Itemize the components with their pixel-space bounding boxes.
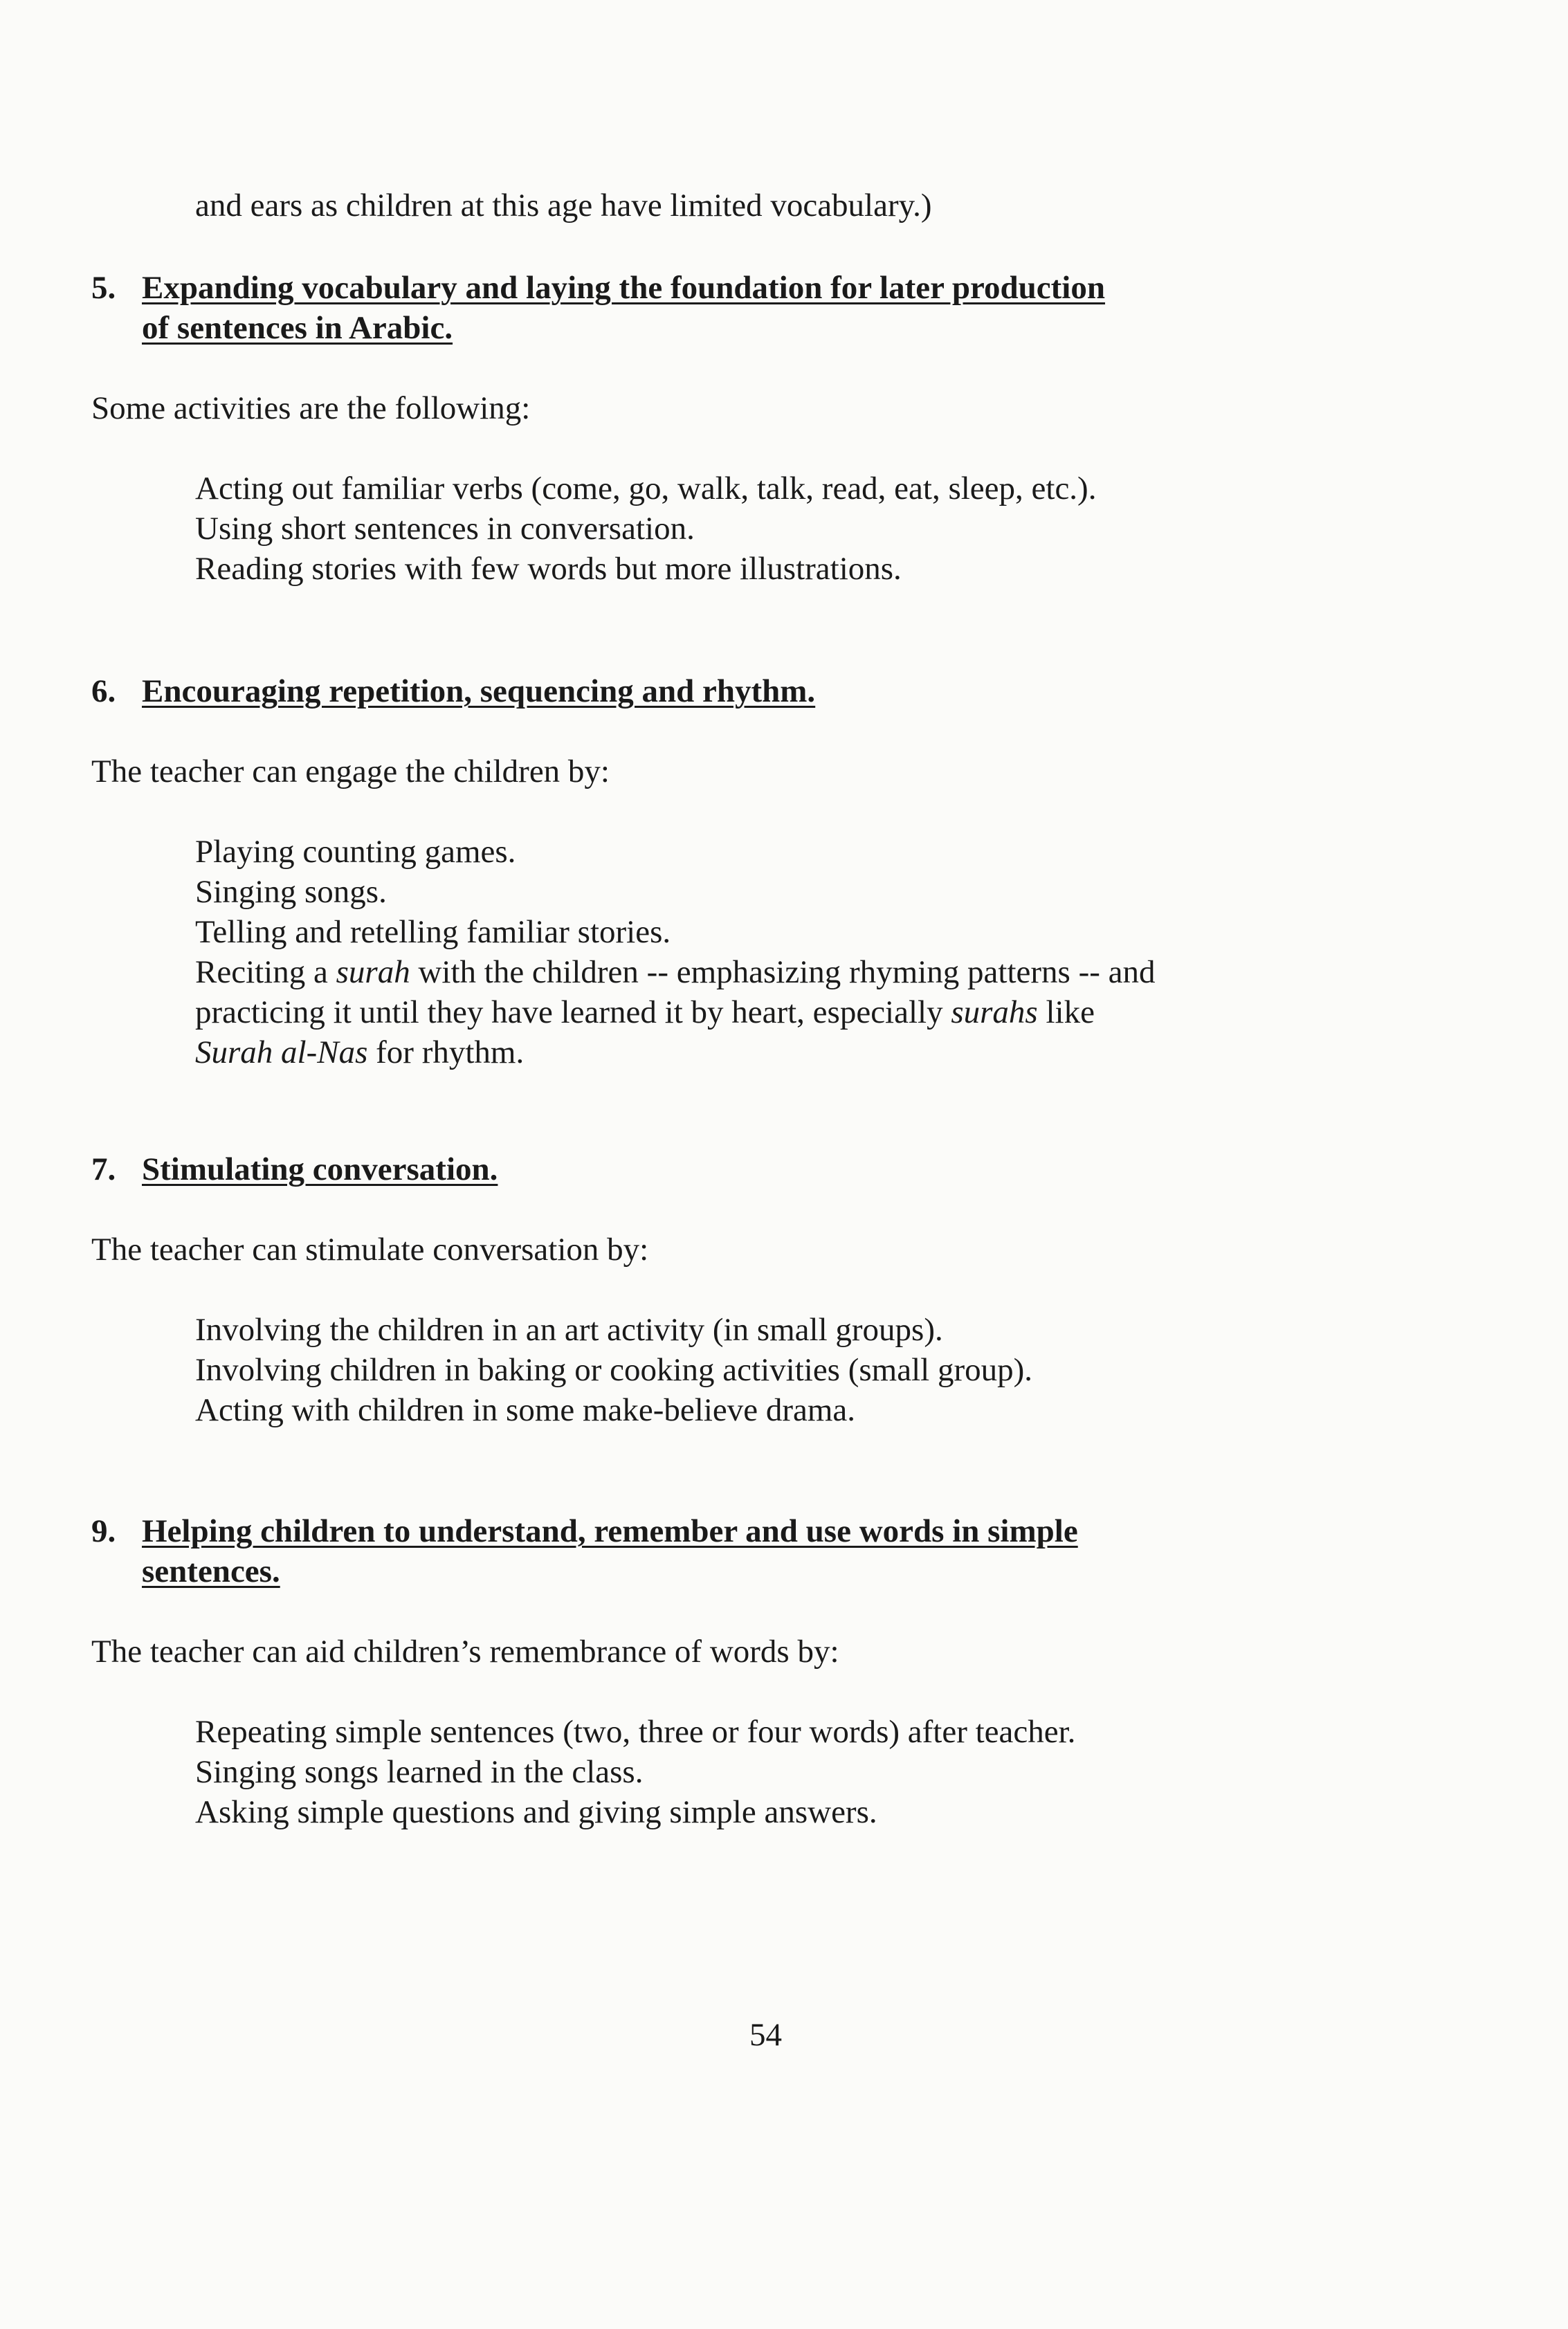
section-5-item: Acting out familiar verbs (come, go, walk, talk, read, eat, sleep, etc.). bbox=[195, 471, 1097, 506]
section-9-heading-line-1: Helping children to understand, remember and use words in simple bbox=[142, 1513, 1078, 1549]
section-9-number: 9. bbox=[91, 1513, 116, 1549]
section-6-reciting-line-1: Reciting a surah with the children -- emphasizing rhyming patterns -- and bbox=[195, 954, 1156, 990]
section-6-reciting-line-3: Surah al-Nas for rhythm. bbox=[195, 1034, 525, 1070]
section-9-item: Repeating simple sentences (two, three or four words) after teacher. bbox=[195, 1714, 1076, 1750]
section-6-item: Singing songs. bbox=[195, 874, 387, 910]
section-9-intro: The teacher can aid children’s remembrance of words by: bbox=[91, 1634, 839, 1670]
section-7-item: Acting with children in some make-believe drama. bbox=[195, 1392, 856, 1428]
section-6-number: 6. bbox=[91, 673, 116, 709]
section-5-heading-line-1: Expanding vocabulary and laying the foundation for later production bbox=[142, 270, 1106, 306]
section-7-intro: The teacher can stimulate conversation by: bbox=[91, 1232, 649, 1268]
section-6-intro: The teacher can engage the children by: bbox=[91, 754, 610, 789]
section-5-item: Using short sentences in conversation. bbox=[195, 511, 695, 547]
section-9-item: Singing songs learned in the class. bbox=[195, 1754, 644, 1790]
section-5-item: Reading stories with few words but more illustrations. bbox=[195, 551, 902, 587]
section-7-heading: Stimulating conversation. bbox=[142, 1151, 498, 1187]
page-number: 54 bbox=[749, 2017, 782, 2053]
section-6-item: Telling and retelling familiar stories. bbox=[195, 914, 671, 950]
section-7-number: 7. bbox=[91, 1151, 116, 1187]
section-7-item: Involving children in baking or cooking activities (small group). bbox=[195, 1352, 1032, 1388]
section-6-reciting-line-2: practicing it until they have learned it by heart, especially surahs like bbox=[195, 994, 1095, 1030]
section-5-intro: Some activities are the following: bbox=[91, 390, 531, 426]
surah-name: Surah al-Nas bbox=[195, 1034, 368, 1070]
surahs-term: surahs bbox=[951, 994, 1038, 1030]
section-9-heading-line-2: sentences. bbox=[142, 1553, 280, 1589]
section-5-number: 5. bbox=[91, 270, 116, 306]
section-9-item: Asking simple questions and giving simple answers. bbox=[195, 1794, 877, 1830]
section-6-item: Playing counting games. bbox=[195, 834, 516, 870]
section-7-item: Involving the children in an art activity (in small groups). bbox=[195, 1312, 943, 1348]
section-5-heading-line-2: of sentences in Arabic. bbox=[142, 310, 453, 346]
continuation-text: and ears as children at this age have limited vocabulary.) bbox=[195, 188, 932, 223]
surah-term: surah bbox=[336, 954, 410, 990]
section-6-heading: Encouraging repetition, sequencing and rhythm. bbox=[142, 673, 816, 709]
